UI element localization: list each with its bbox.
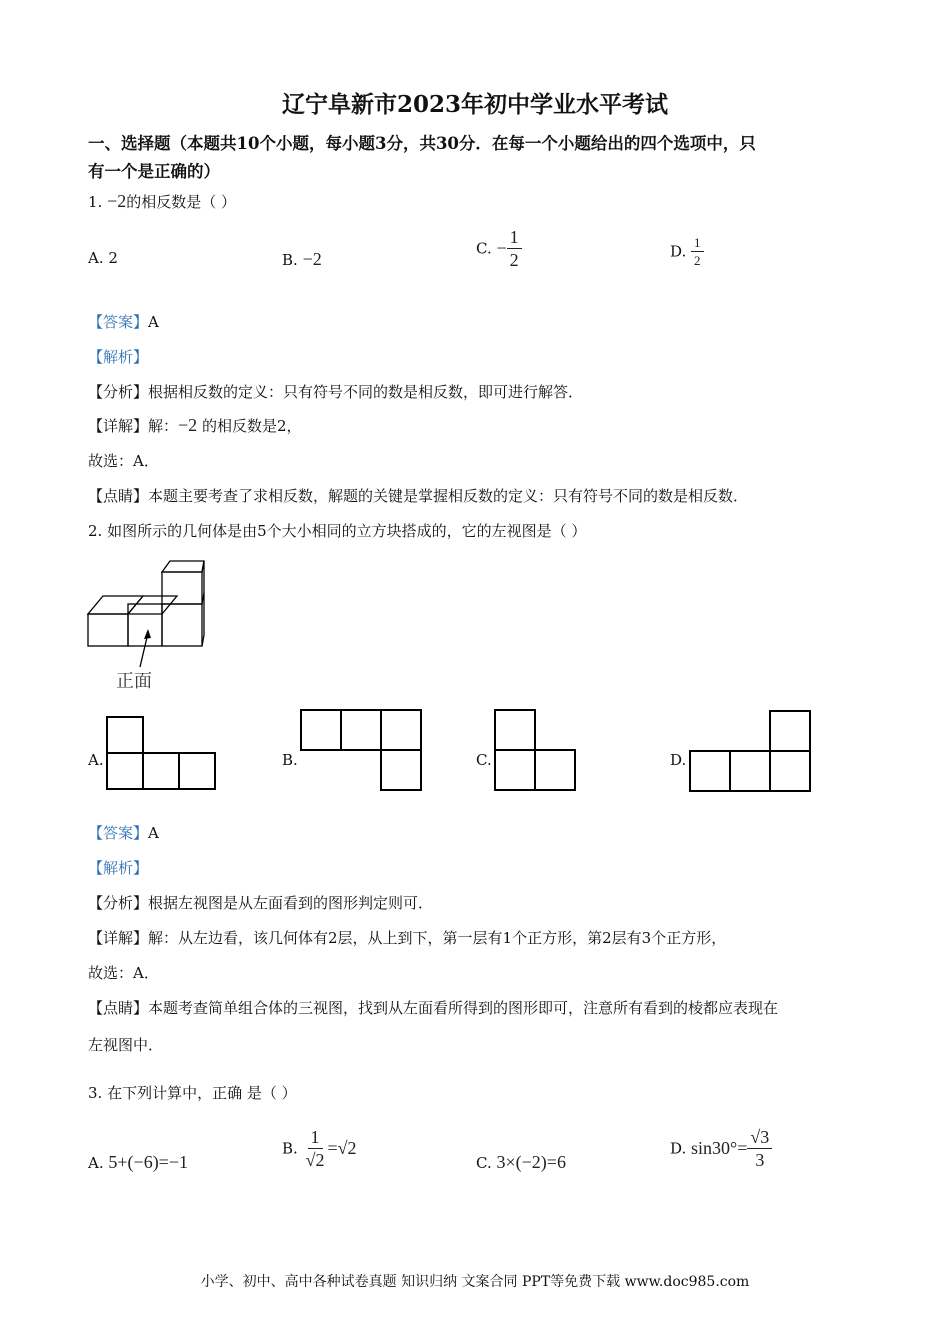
q2-choose: 故选：A． xyxy=(88,964,159,982)
q2-stem: 2. 如图所示的几何体是由5个大小相同的立方块搭成的，它的左视图是（ ） xyxy=(88,522,587,540)
q2-front-label: 正面 xyxy=(116,671,152,692)
q1-stem-text: 的相反数是（ ） xyxy=(126,193,237,211)
page-footer: 小学、初中、高中各种试卷真题 知识归纳 文案合同 PPT等免费下载 www.doc985.com xyxy=(200,1274,750,1290)
q3-stem: 3. 在下列计算中，正确 是（ ） xyxy=(88,1084,297,1102)
q2-option-d-label: D. xyxy=(670,751,687,769)
q1-option-c: C. − $\frac{1}{2}$ xyxy=(476,228,522,269)
q1-xiangjie: 【详解】解：−2 的相反数是2， xyxy=(88,415,302,435)
q1-analysis-tag: 【解析】 xyxy=(88,348,149,366)
q2-xiangjie: 【详解】解：从左边看，该几何体有2层，从上到下，第一层有1个正方形，第2层有3个正方形， xyxy=(88,929,727,947)
q1-answer: 【答案】A xyxy=(88,313,159,331)
q2-fenxi: 【分析】根据左视图是从左面看到的图形判定则可． xyxy=(88,894,434,912)
q2-option-b-figure xyxy=(299,708,425,792)
q1-option-d: D. $\frac{1}{2}$ xyxy=(670,236,704,267)
q2-option-d-figure xyxy=(688,709,814,793)
section-heading-line1: 一、选择题（本题共10个小题，每小题3分，共30分．在每一个小题给出的四个选项中，只 xyxy=(88,134,756,153)
q1-option-b: B. −2 xyxy=(282,249,322,269)
q3-option-b: B. $\frac{1}{√2}$ =√2 xyxy=(282,1127,357,1170)
q1-dianjing: 【点睛】本题主要考查了求相反数，解题的关键是掌握相反数的定义：只有符号不同的数是相反数． xyxy=(88,487,749,505)
q1-stem xyxy=(88,191,236,212)
q2-analysis-tag: 【解析】 xyxy=(88,859,149,877)
q2-answer: 【答案】A xyxy=(88,824,159,842)
q1-fenxi: 【分析】根据相反数的定义：只有符号不同的数是相反数，即可进行解答． xyxy=(88,383,584,401)
q1-expr: −2 xyxy=(107,191,127,211)
q1-option-a: A. 2 xyxy=(88,249,118,267)
section-heading-line2: 有一个是正确的） xyxy=(88,162,220,181)
q2-option-c-figure xyxy=(493,708,579,792)
q2-dianjing-line2: 左视图中． xyxy=(88,1036,164,1054)
q3-option-c: C. 3×(−2)=6 xyxy=(476,1152,566,1172)
q2-dianjing-line1: 【点睛】本题考查简单组合体的三视图，找到从左面看所得到的图形即可，注意所有看到的棱都应表现在 xyxy=(88,999,779,1017)
q2-option-b-label: B. xyxy=(282,751,298,769)
page-title: 辽宁阜新市2023年初中学业水平考试 xyxy=(281,91,668,118)
q1-choose: 故选：A． xyxy=(88,452,159,470)
q2-option-a-label: A. xyxy=(88,751,104,769)
q3-option-d: D. sin30°= $\frac{√3}{3}$ xyxy=(670,1128,772,1169)
q2-option-a-figure xyxy=(105,715,217,793)
q1-number: 1. xyxy=(88,193,103,211)
q2-option-c-label: C. xyxy=(476,751,492,769)
q3-option-a: A. 5+(−6)=−1 xyxy=(88,1152,188,1172)
